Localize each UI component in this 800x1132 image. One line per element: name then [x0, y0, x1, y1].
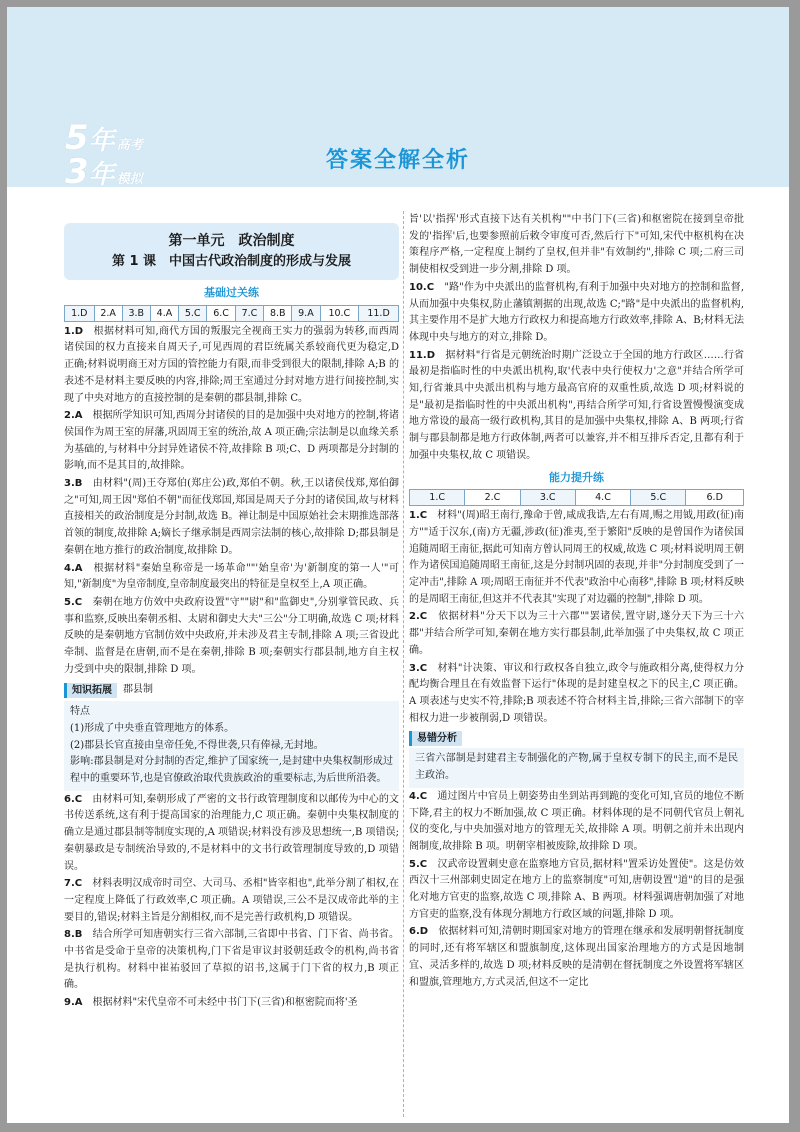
- question-number: 9.A: [64, 997, 83, 1009]
- explanation-text: 材料"(周)昭王南行,豫命于曾,咸成我诰,左右有周,赐之用钺,用政(征)南方""适于汉东,(南)方无疆,涉政(征)淮夷,至于繁阳"反映的是曾国作为诸侯国追随周昭王南征,据此可知南方曾认同周王的权威,故选 C 项;材料说明周王朝作为诸侯国追随周昭王南征,这是分封制巩固的表现,并非"分封制度受到了一定冲击",排除 A 项;周昭王南征并不代表"政治中心南移",排除 B 项;材料反映的是周昭王南征,但这并不代表其"实现了对边疆的控制",排除 D 项。: [409, 510, 744, 605]
- explanation-item: [409, 789, 744, 856]
- explanation-text: 秦朝在地方仿效中央政府设置"守""尉"和"监御史",分别掌管民政、兵事和监察,反映出秦朝丞相、太尉和御史大夫"三公"分工明确,故选 C 项;材料反映的是秦朝地方官制仿效中央政府,并未涉及君主专制,排除 A 项;三省设此牵制、监督是在唐朝,而不是在秦朝,排除 B 项;秦朝实行郡县制,地方自主权力受到中央的限制,排除 D 项。: [64, 596, 399, 675]
- logo-word-year-2: 年: [88, 160, 115, 190]
- basic-answer-table: [64, 305, 399, 322]
- answer-cell: 9.A: [292, 305, 320, 321]
- explanation-text: 根据材料可知,商代方国的叛服完全视商王实力的强弱为转移,而西周诸侯国的权力直接来自周天子,可见西周的君臣统属关系较商代更为稳定,D 正确;材料说明商王对方国的管控能力有限,而非受到很大的限制,排除 A;B 的表述不是材料主要反映的内容,排除;周王室通过分封对地方进行间接控制,实现了中央对地方的直接控制的是秦朝的郡县制,排除 C。: [64, 325, 400, 404]
- logo-word-moni: 模拟: [116, 172, 143, 187]
- error-note-heading: [409, 731, 744, 746]
- column-divider: [403, 211, 404, 1117]
- explanation-item: [64, 792, 399, 876]
- explanation-item: [64, 995, 399, 1012]
- explanation-text: 汉武帝设置刺史意在监察地方官员,据材料"置采访处置使"。这是仿效西汉十三州部刺史固定在地方上的监察制度"可知,唐朝设置"道"的目的是强化对地方官吏的监察,故选 C 项,排除 A、B 两项。材料强调唐朝加强了对地方官吏的监察,没有体现分割地方行政区域的问题,排除 D 项。: [409, 858, 744, 920]
- explanation-text: 依据材料可知,清朝时期国家对地方的管理在继承和发展明朝督抚制度的同时,还有将军辖区和盟旗制度,这体现出国家治理地方的方式是因地制宜、灵活多样的,故选 D 项;材料反映的是清朝在督抚制度之外设置将军辖区和盟旗,管理地方,方式灵活,但这不一定比: [409, 926, 744, 988]
- answer-cell: 3.B: [122, 305, 150, 321]
- answer-cell: 4.C: [575, 490, 630, 506]
- lesson-title: 第 1 课 中国古代政治制度的形成与发展: [111, 254, 352, 269]
- question-number: 4.C: [409, 790, 428, 802]
- explanation-text: 根据材料"秦始皇称帝是一场革命""'始皇帝'为'新制度的第一人'"可知,"新制度"为皇帝制度,皇帝制度最突出的特征是皇权至上,A 项正确。: [64, 562, 399, 591]
- explanation-text: "路"作为中央派出的监督机构,有利于加强中央对地方的控制和监督,从而加强中央集权,防止藩镇割据的出现,故选 C;"路"是中央派出的监督机构,其主要作用不是扩大地方行政权力和提高地方行政效率,排除 A、B;材料无法体现中央与地方的对立,排除 D。: [409, 281, 744, 343]
- answer-cell: 1.C: [410, 490, 465, 506]
- right-column: [409, 211, 744, 991]
- answer-cell: 2.C: [465, 490, 520, 506]
- question-number: 3.B: [64, 478, 83, 490]
- answer-cell: 3.C: [520, 490, 575, 506]
- explanation-item: [64, 595, 399, 679]
- answer-cell: 6.D: [686, 490, 744, 506]
- question-number: 11.D: [409, 349, 436, 361]
- explanation-text: 通过图片中官员上朝姿势由坐到站再到跪的变化可知,官员的地位不断下降,君主的权力不断加强,故 C 项正确。材料体现的是不同朝代官员上朝礼仪的变化,与中央加强对地方的管理无关,故排除 A 项。明朝之前并未出现内阁制度,故排除 B 项。明朝宰相被废除,故排除 D 项。: [409, 790, 744, 852]
- question-number: 8.B: [64, 929, 83, 941]
- knowledge-line: (2)郡县长官直接由皇帝任免,不得世袭,只有俸禄,无封地。: [70, 739, 324, 751]
- answer-cell: 6.C: [207, 305, 235, 321]
- question-number: 2.C: [409, 611, 428, 623]
- explanation-text: 材料表明汉成帝时司空、大司马、丞相"皆宰相也",此举分割了相权,在一定程度上降低了行政效率,C 项正确。A 项错误,三公不是汉成帝此举的主要目的,错误;材料主旨是分割相权,而不是完善行政机构,D 项错误。: [64, 878, 400, 923]
- explanation-item: [409, 508, 744, 608]
- explanation-text: 根据材料"宋代皇帝不可未经中书门下(三省)和枢密院而将'圣: [92, 997, 358, 1009]
- explanation-item: [64, 927, 399, 994]
- header-banner: [7, 7, 789, 192]
- unit-title: 第一单元 政治制度: [168, 233, 295, 249]
- answer-cell: 8.B: [264, 305, 292, 321]
- explanation-text: 依据材料"分天下以为三十六郡""罢诸侯,置守尉,遂分天下为三十六郡"并结合所学可知,秦朝在地方实行郡县制,此举加强了中央集权,故 C 项正确。: [409, 611, 745, 656]
- explanation-text: 由材料可知,秦朝形成了严密的文书行政管理制度和以邮传为中心的文书传送系统,这有利于提高国家的治理能力,C 项正确。秦朝中央集权制度的确立是通过郡县制等制度实现的,A 项错误;材料没有涉及思想统一,B 项错误;秦朝暴政是专制统治导致的,不是材料中的文书行政管理制度导致的,D 项错误。: [64, 793, 399, 872]
- explanation-item: [409, 280, 744, 347]
- error-note-box: [409, 748, 744, 787]
- knowledge-line: 影响:郡县制是对分封制的否定,维护了国家统一,是封建中央集权制形成过程中的重要环节,也是官僚政治取代贵族政治的重要标志,为后世所沿袭。: [70, 756, 393, 784]
- question-number: 1.C: [409, 510, 428, 522]
- left-column: [64, 223, 399, 1012]
- explanation-text: 材料"计决策、审议和行政权各自独立,政令与施政相分离,使得权力分配均衡合理且在有效监督下运行"体现的是封建皇权之下的民主,C 项正确。A 项表述与史实不符,排除;B 项表述不符合材料主旨,排除;三省六部制下的宰相权力进一步被削弱,D 项错误。: [409, 662, 744, 724]
- logo-number-five: 5: [65, 118, 89, 158]
- explanation-item: [409, 857, 744, 924]
- answer-cell: 10.C: [320, 305, 359, 321]
- question-number: 5.C: [409, 858, 428, 870]
- error-note-tag: 易错分析: [409, 731, 462, 746]
- answer-cell: 5.C: [631, 490, 686, 506]
- logo-word-year: 年: [88, 126, 115, 156]
- question-number: 10.C: [409, 281, 435, 293]
- logo-number-three: 3: [65, 152, 89, 192]
- explanation-item: [64, 561, 399, 594]
- answer-cell: 5.C: [179, 305, 207, 321]
- explanation-text: 旨'以'指挥'形式直接下达有关机构""中书门下(三省)和枢密院在接到皇帝批发的'指挥'后,也要参照前后敕令审度可否,然后行下"可知,宋代中枢机构在决策程序严格,一定程度上制约了皇权,但并非"有效制约",排除 C 项;二府三司制使相权受到进一步分割,排除 D 项。: [409, 214, 744, 276]
- unit-heading-box: [64, 223, 399, 280]
- knowledge-topic: 郡县制: [123, 684, 153, 696]
- ability-answer-table: [409, 489, 744, 506]
- answer-cell: 4.A: [150, 305, 178, 321]
- question-number: 5.C: [64, 596, 83, 608]
- error-note-text: 三省六部制是封建君主专制强化的产物,属于皇权专制下的民主,而不是民主政治。: [415, 753, 738, 782]
- question-number: 6.D: [409, 926, 429, 938]
- question-number: 1.D: [64, 325, 84, 337]
- question-number: 3.C: [409, 662, 428, 674]
- knowledge-line: (1)形成了中央垂直管理地方的体系。: [70, 722, 235, 734]
- answer-cell: 7.C: [235, 305, 263, 321]
- explanation-text: 据材料"行省是元朝统治时期广泛设立于全国的地方行政区……行省最初是指临时性的中央派出机构,取'代表中央行使权力'之意"并结合所学可知,行省兼具中央派出机构与地方最高官府的双重性质,故选 D 项;材料说的是"最初是指临时性的中央派出机构",再结合所学可知,行省设置慢慢演变成地方常设的最高一级行政机构,其目的是加强中央集权,排除 A、B 两项;行省制与郡县制都是地方行政体制,两者可以兼容,并不相互排斥否定,且都有利于加强中央集权,故 C 项错误。: [409, 349, 744, 461]
- answer-cell: 2.A: [94, 305, 122, 321]
- knowledge-line: 特点: [70, 706, 90, 718]
- knowledge-box: [64, 701, 399, 791]
- page-title: 答案全解全析: [325, 148, 470, 173]
- explanation-item: [64, 876, 399, 926]
- explanation-item: [64, 408, 399, 475]
- explanation-item: [409, 212, 744, 279]
- explanation-text: 由材料"(周)王夺郑伯(郑庄公)政,郑伯不朝。秋,王以诸侯伐郑,郑伯御之"可知,周王因"郑伯不朝"而征伐郑国,郑国是周天子分封的诸侯国,故与材料直接相关的政治制度是分封制,故选 B。禅让制是中国原始社会末期推选部落首领的制度,故排除 A;嫡长子继承制是西周宗法制的核心,故排除 D;郡县制是秦朝在地方推行的政治制度,故排除 D。: [64, 478, 400, 556]
- explanation-text: 结合所学可知唐朝实行三省六部制,三省即中书省、门下省、尚书省。中书省是受命于皇帝的决策机构,门下省是审议封驳朝廷政令的机构,尚书省是执行机构。材料中崔祐驳回了草拟的诏书,这属于门下省的权力,B 项正确。: [64, 929, 399, 991]
- explanation-item: [409, 661, 744, 728]
- knowledge-tag: 知识拓展: [64, 683, 117, 698]
- answer-cell: 1.D: [65, 305, 95, 321]
- answer-cell: 11.D: [359, 305, 399, 321]
- question-number: 4.A: [64, 562, 83, 574]
- question-number: 2.A: [64, 410, 83, 422]
- question-number: 7.C: [64, 878, 83, 890]
- question-number: 6.C: [64, 793, 83, 805]
- explanation-item: [64, 476, 399, 560]
- explanation-item: [64, 324, 399, 408]
- explanation-item: [409, 348, 744, 465]
- explanation-item: [409, 609, 744, 659]
- basic-section-title: 基础过关练: [204, 286, 259, 299]
- ability-section-title: 能力提升练: [549, 470, 604, 484]
- explanation-text: 根据所学知识可知,西周分封诸侯的目的是加强中央对地方的控制,将诸侯国作为周王室的屏藩,巩固周王室的统治,故 A 项正确;宗法制是以血缘关系为基础的,与材料中分封异姓诸侯不符,故排除 B 项;C、D 两项都是分封制的影响,而不是其目的,故排除。: [64, 410, 400, 472]
- logo-word-gaokao: 高考: [116, 138, 143, 153]
- explanation-item: [409, 924, 744, 991]
- page: [7, 7, 789, 1123]
- knowledge-heading: [64, 682, 399, 699]
